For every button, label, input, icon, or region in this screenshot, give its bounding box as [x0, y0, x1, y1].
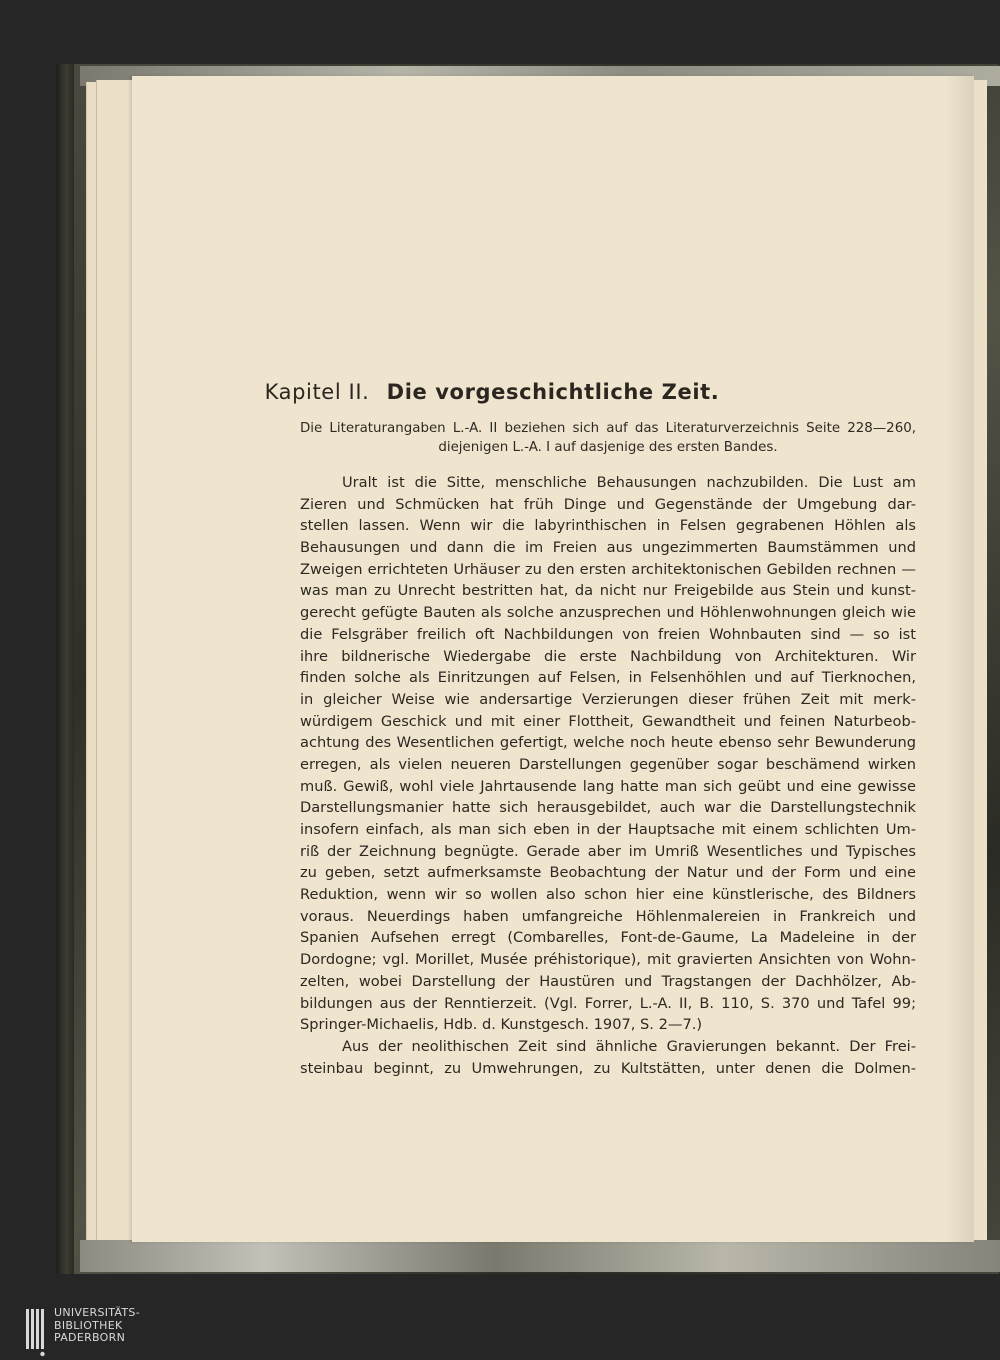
text-line: ihre bildnerische Wiedergabe die erste Nachbildung von Architekturen. Wir	[300, 647, 916, 665]
literature-note-line: Die Literaturangaben L.-A. II beziehen sich auf das Literaturverzeichnis Seite 228—260,	[300, 421, 916, 436]
text-line: steinbau beginnt, zu Umwehrungen, zu Kultstätten, unter denen die Dolmen-	[300, 1059, 916, 1077]
text-line: finden solche als Einritzungen auf Felsen, in Felsenhöhlen und auf Tierknochen,	[300, 669, 916, 687]
text-line: Uralt ist die Sitte, menschliche Behausungen nachzubilden. Die Lust am	[342, 474, 916, 491]
marbled-edge-bottom	[80, 1240, 1000, 1272]
chapter-number: Kapitel II.	[264, 380, 370, 404]
text-line: bildungen aus der Renntierzeit. (Vgl. Forrer, L.-A. II, B. 110, S. 370 und Tafel 99;	[300, 994, 916, 1012]
chapter-heading	[232, 380, 752, 404]
library-logo	[0, 1303, 260, 1360]
text-line: Spanien Aufsehen erregt (Combarelles, Font-de-Gaume, La Madeleine in der	[300, 929, 916, 947]
text-line: Aus der neolithischen Zeit sind ähnliche Gravierungen bekannt. Der Frei-	[342, 1037, 916, 1055]
chapter-title: Die vorgeschichtliche Zeit.	[386, 380, 720, 404]
text-line: in gleicher Weise wie andersartige Verzierungen dieser frühen Zeit mit merk-	[300, 690, 916, 708]
literature-note-line: diejenigen L.-A. I auf dasjenige des ersten Bandes.	[438, 440, 778, 455]
text-line: Springer-Michaelis, Hdb. d. Kunstgesch. 1907, S. 2—7.)	[300, 1016, 703, 1034]
text-line: Dordogne; vgl. Morillet, Musée préhistorique), mit gravierten Ansichten von Wohn-	[300, 951, 916, 969]
text-line: was man zu Unrecht bestritten hat, da nicht nur Freigebilde aus Stein und kunst-	[300, 582, 916, 600]
library-logo-mark-icon	[26, 1309, 46, 1357]
body-text	[300, 472, 916, 1079]
text-line: Darstellungsmanier hatte sich herausgebildet, auch war die Darstellungstechnik	[300, 799, 916, 817]
page-gutter-shade	[944, 76, 974, 1242]
text-line: voraus. Neuerdings haben umfangreiche Höhlenmalereien in Frankreich und	[300, 907, 916, 925]
text-line: insofern einfach, als man sich eben in der Hauptsache mit einem schlichten Um-	[300, 821, 916, 838]
text-line: stellen lassen. Wenn wir die labyrinthischen in Felsen gegrabenen Höhlen als	[300, 517, 916, 535]
text-line: erregen, als vielen neueren Darstellungen gegenüber sogar beschämend wirken	[300, 755, 916, 773]
text-line: die Felsgräber freilich oft Nachbildungen von freien Wohnbauten sind — so ist	[300, 625, 916, 643]
text-line: würdigem Geschick und mit einer Flottheit, Gewandtheit und feinen Naturbeob-	[300, 712, 916, 730]
book-spine-edge	[56, 64, 74, 1274]
text-line: muß. Gewiß, wohl viele Jahrtausende lang hatte man sich geübt und eine gewisse	[300, 777, 916, 795]
text-line: zelten, wobei Darstellung der Haustüren und Tragstangen der Dachhölzer, Ab-	[300, 972, 916, 990]
library-logo-line: PADERBORN	[54, 1331, 126, 1344]
text-line: riß der Zeichnung begnügte. Gerade aber im Umriß Wesentliches und Typisches	[300, 842, 916, 860]
literature-note	[300, 419, 916, 457]
text-line: zu geben, setzt aufmerksamste Beobachtung der Natur und der Form und eine	[300, 864, 916, 882]
text-line: Reduktion, wenn wir so wollen also schon hier eine künstlerische, des Bildners	[300, 886, 916, 904]
text-line: gerecht gefügte Bauten als solche anzusprechen und Höhlenwohnungen gleich wie	[300, 604, 916, 622]
library-logo-text	[54, 1307, 140, 1345]
library-logo-line: BIBLIOTHEK	[54, 1318, 123, 1332]
library-logo-line: UNIVERSITÄTS-	[54, 1306, 140, 1319]
text-line: achtung des Wesentlichen gefertigt, welche noch heute ebenso sehr Bewunderung	[300, 734, 916, 752]
text-line: Behausungen und dann die im Freien aus ungezimmerten Baumstämmen und	[300, 539, 916, 557]
text-line: Zieren und Schmücken hat früh Dinge und Gegenstände der Umgebung dar-	[300, 495, 916, 513]
text-line: Zweigen errichteten Urhäuser zu den ersten architektonischen Gebilden rechnen —	[300, 560, 916, 578]
